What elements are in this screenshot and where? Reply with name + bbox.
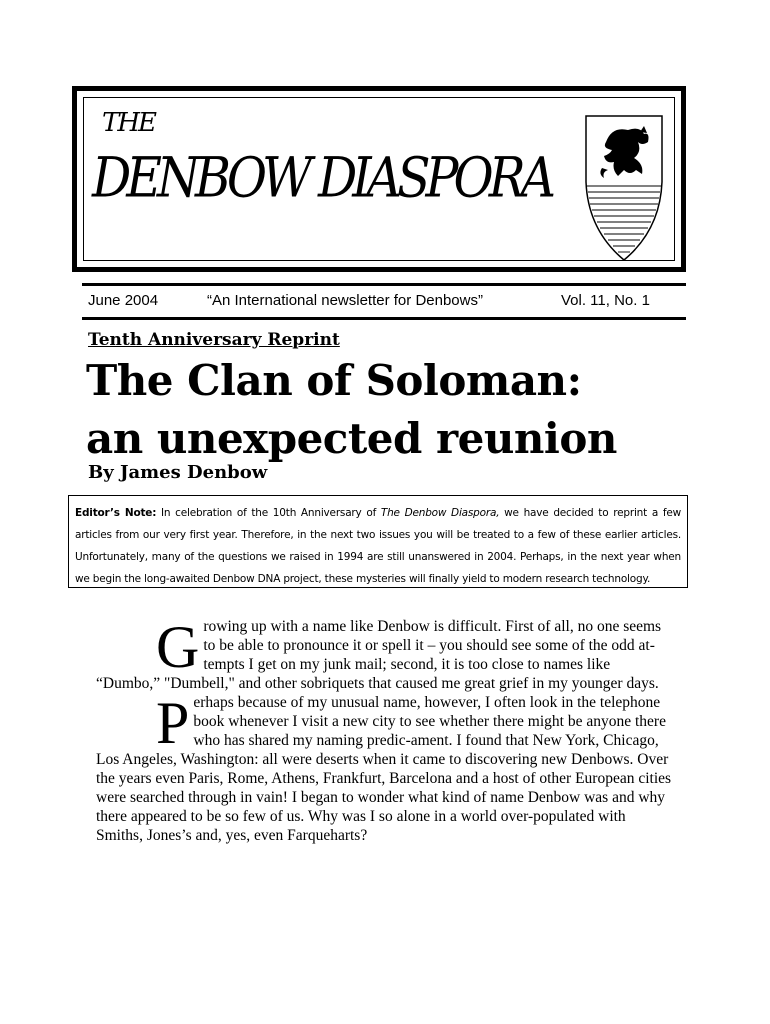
paragraph-1-text: rowing up with a name like Denbow is difficult. First of all, no one seems to be able to pronounce it or spell it – you should see some of the odd at-tempts I get on my junk mail; second, it is too close to names like “Dumbo,” "Dumbell," and other sobriquets that caused me great grief in my younger days. [96,618,662,692]
editors-note-publication-title: The Denbow Diaspora, [380,507,500,519]
editors-note-text-2: we have decided to reprint a few articles from our very first year. Therefore, in the next two issues you will be treated to a few of these earlier articles. Unfortunately, many of the questions we raised in 1994 are still unanswered in 2004. Perhaps, in the next year when we begin the long-awaited Denbow DNA project, these mysteries will finally yield to modern research technology. [75,507,682,585]
heraldic-shield-icon [584,112,664,262]
article-kicker: Tenth Anniversary Reprint [88,330,340,350]
editors-note-text-1: In celebration of the 10th Anniversary of [156,507,381,519]
dateline-top-rule [82,283,686,286]
masthead [72,86,686,272]
headline-line-2: an unexpected reunion [86,414,617,463]
volume-number: Vol. 11, No. 1 [561,292,650,309]
editors-note-box [68,495,688,588]
editors-note-lead: Editor’s Note: [75,507,157,519]
dateline-bottom-rule [82,317,686,320]
article-headline [86,352,617,468]
masthead-title: DENBOW DIASPORA [92,146,551,210]
article-body [96,614,676,845]
drop-cap-p: P [156,690,190,756]
newsletter-tagline: “An International newsletter for Denbows” [207,292,483,309]
headline-line-1: The Clan of Soloman: [86,356,582,405]
masthead-the: THE [102,108,155,138]
body-paragraph-1 [96,614,676,693]
masthead-inner-border [83,97,675,261]
issue-date: June 2004 [88,292,159,309]
drop-cap-g: G [156,614,200,680]
article-byline: By James Denbow [88,462,268,483]
paragraph-2-text: erhaps because of my unusual name, however, I often look in the telephone book whenever I visit a new city to see whether there might be anyone there who has shared my naming predic-ament. I found that New York, Chicago, Los Angeles, Washington: all were deserts when it came to discovering new Denbows. Over the years even Paris, Rome, Athens, Frankfurt, Barcelona and a host of other European cities were searched through in vain! I began to wonder what kind of name Denbow was and why there appeared to be so few of us. Why was I so alone in a world over-populated with Smiths, Jones’s and, yes, even Farqueharts? [96,694,672,844]
body-paragraph-2 [96,690,676,845]
